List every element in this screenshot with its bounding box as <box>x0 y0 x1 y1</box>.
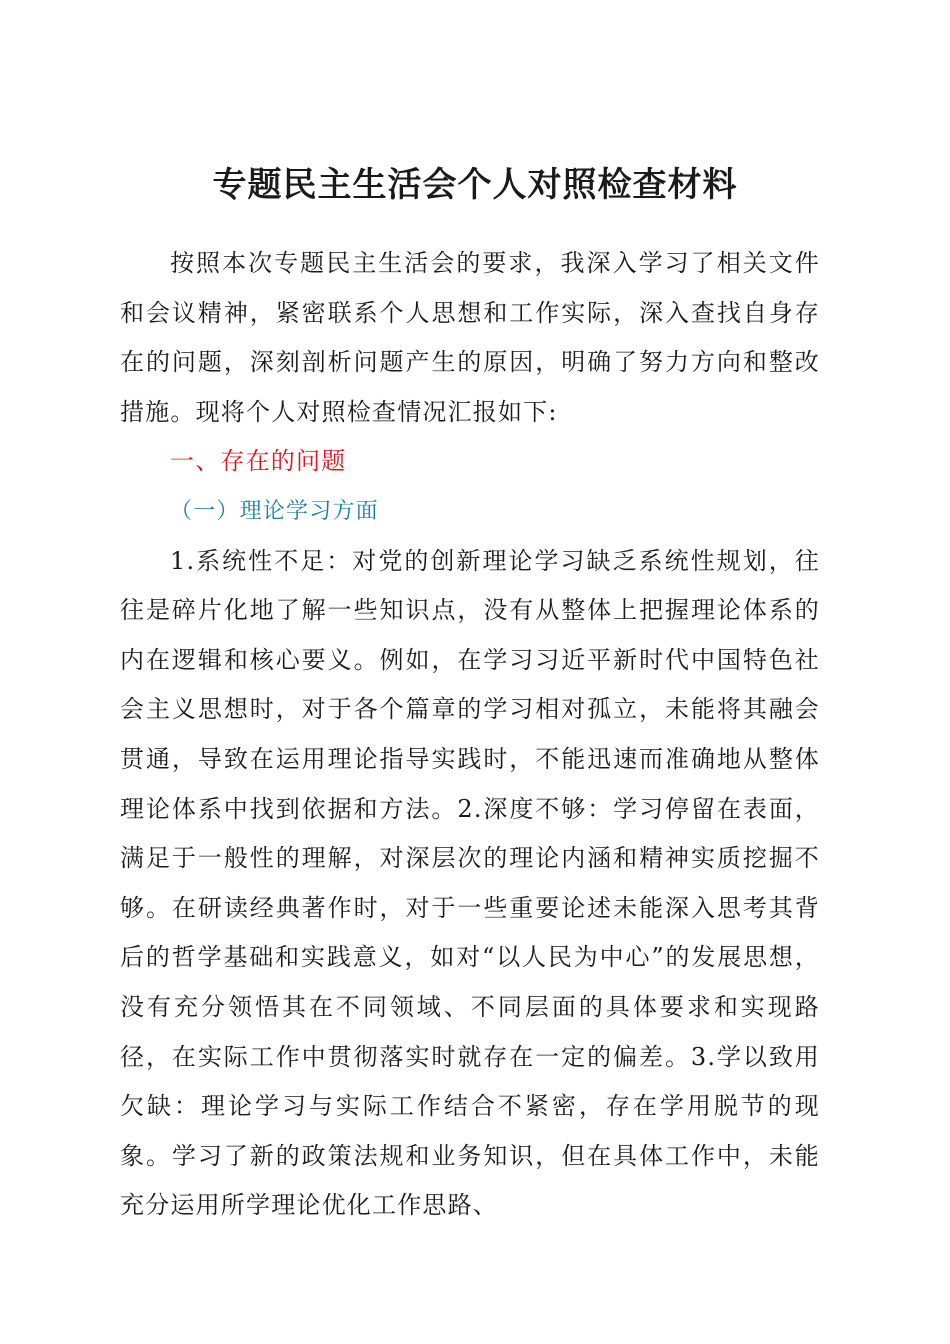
subsection-heading: （一）理论学习方面 <box>170 498 379 524</box>
body-paragraph: 1.系统性不足：对党的创新理论学习缺乏系统性规划，往往是碎片化地了解一些知识点，没有从整体上把握理论体系的内在逻辑和核心要义。例如，在学习习近平新时代中国特色社会主义思想时，对于各个篇章的学习相对孤立，未能将其融会贯通，导致在运用理论指导实践时，不能迅速而准确地从整体理论体系中找到依据和方法。2.深度不够：学习停留在表面，满足于一般性的理解，对深层次的理论内涵和精神实质挖掘不够。在研读经典著作时，对于一些重要论述未能深入思考其背后的哲学基础和实践意义，如对“以人民为中心”的发展思想，没有充分领悟其在不同领域、不同层面的具体要求和实现路径，在实际工作中贯彻落实时就存在一定的偏差。3.学以致用欠缺：理论学习与实际工作结合不紧密，存在学用脱节的现象。学习了新的政策法规和业务知识，但在具体工作中，未能充分运用所学理论优化工作思路、 <box>120 546 820 1220</box>
document-body <box>120 239 820 1231</box>
section-heading: 一、存在的问题 <box>170 447 347 476</box>
document-title: 专题民主生活会个人对照检查材料 <box>212 165 738 205</box>
intro-paragraph: 按照本次专题民主生活会的要求，我深入学习了相关文件和会议精神，紧密联系个人思想和工作实际，深入查找自身存在的问题，深刻剖析问题产生的原因，明确了努力方向和整改措施。现将个人对照检查情况汇报如下: <box>120 249 820 426</box>
